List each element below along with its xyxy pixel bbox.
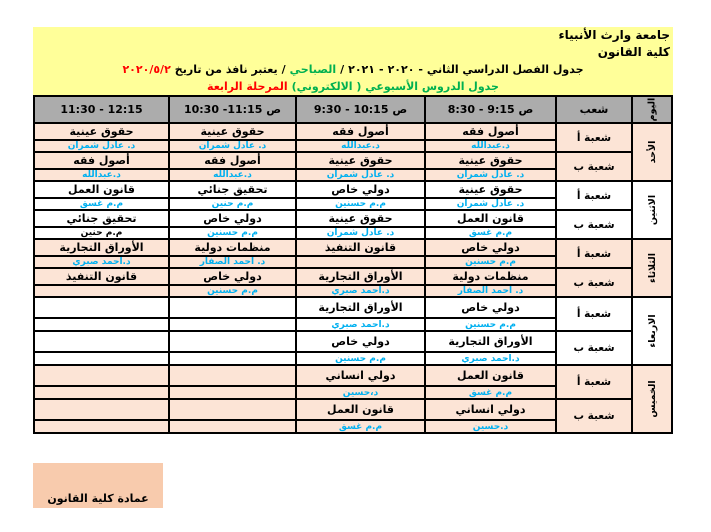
subject-cell: منظمات دولية — [425, 268, 556, 285]
teacher-cell: م.م حنين — [34, 227, 169, 239]
dean-stamp: عمادة كلية القانون — [33, 463, 163, 508]
day-cell-0 — [632, 123, 672, 181]
header-day-label: اليوم — [646, 97, 658, 122]
section-label: شعبة ب — [556, 268, 632, 297]
teacher-cell: د. عادل شمران — [425, 198, 556, 210]
title-block — [33, 27, 673, 95]
teacher-cell: م.م حسنين — [425, 256, 556, 268]
subject-cell: حقوق عينية — [425, 181, 556, 198]
subject-cell: دولي انساني — [296, 365, 425, 386]
subject-cell — [34, 297, 169, 318]
subject-row — [34, 399, 672, 420]
section-label: شعبة ب — [556, 210, 632, 239]
title-part: / — [281, 63, 286, 76]
teacher-cell: م.م غسق — [425, 386, 556, 399]
teacher-cell: د.احمد صبري — [296, 318, 425, 331]
subject-cell: الأوراق التجارية — [296, 268, 425, 285]
subject-cell: قانون العمل — [34, 181, 169, 198]
subject-row — [34, 181, 672, 198]
teacher-cell: د.حسين — [425, 420, 556, 433]
schedule-subtitle — [33, 78, 673, 95]
subject-row — [34, 365, 672, 386]
teacher-cell: م.م غسق — [296, 420, 425, 433]
header-time-slot-4: 11:30 - 12:15 — [34, 96, 169, 123]
teacher-cell — [34, 318, 169, 331]
teacher-cell: د،حسين — [296, 386, 425, 399]
subject-cell: أصول فقه — [34, 152, 169, 169]
subject-cell — [169, 297, 296, 318]
teacher-cell — [169, 386, 296, 399]
teacher-cell: م.م غسق — [34, 198, 169, 210]
teacher-cell: د.احمد صبري — [425, 352, 556, 365]
subject-row — [34, 297, 672, 318]
subject-cell: دولي خاص — [296, 181, 425, 198]
teacher-cell: د.احمد صبري — [34, 256, 169, 268]
title-part: جدول الفصل الدراسي الثاني - — [418, 63, 584, 76]
teacher-cell: د. عادل شمران — [296, 169, 425, 181]
subject-cell: قانون التنفيذ — [296, 239, 425, 256]
title-part: - — [378, 63, 384, 76]
teacher-cell: د.عبدالله — [169, 169, 296, 181]
section-label: شعبة ب — [556, 152, 632, 181]
subject-row — [34, 239, 672, 256]
subject-row — [34, 331, 672, 352]
teacher-cell — [34, 285, 169, 297]
teacher-cell: د. عادل شمران — [34, 140, 169, 152]
subject-cell: دولي خاص — [169, 210, 296, 227]
section-label: شعبة أ — [556, 239, 632, 268]
schedule-title — [33, 61, 673, 78]
subject-cell: تحقيق جنائي — [169, 181, 296, 198]
header-time-slot-2: 9:30 - 10:15 ص — [296, 96, 425, 123]
title-part: ٢٠٢١ — [348, 63, 375, 76]
subject-row — [34, 210, 672, 227]
university-name: جامعة وارث الأنبياء — [558, 28, 670, 42]
section-label: شعبة أ — [556, 365, 632, 399]
teacher-cell — [34, 386, 169, 399]
day-name: الخميس — [646, 380, 658, 418]
subject-cell — [34, 331, 169, 352]
subject-cell: دولي انساني — [425, 399, 556, 420]
teacher-cell: م.م حنين — [169, 198, 296, 210]
college-name: كلية القانون — [597, 45, 670, 59]
teacher-cell: د. احمد الصفار — [169, 256, 296, 268]
subject-cell: تحقيق جنائي — [34, 210, 169, 227]
teacher-cell: د. عادل شمران — [169, 140, 296, 152]
teacher-cell: م.م حسنين — [169, 227, 296, 239]
section-label: شعبة أ — [556, 297, 632, 331]
subject-cell: أصول فقه — [425, 123, 556, 140]
timetable — [33, 95, 673, 434]
title-part: يعتبر نافذ من تاريخ — [174, 63, 278, 76]
subject-cell: حقوق عينية — [34, 123, 169, 140]
day-name: الأحد — [646, 140, 658, 164]
day-cell-2 — [632, 239, 672, 297]
timetable-header-row — [34, 96, 672, 123]
header-day-column — [632, 96, 672, 123]
section-label: شعبة ب — [556, 331, 632, 365]
teacher-cell — [169, 318, 296, 331]
day-name: الاربعاء — [646, 314, 658, 348]
teacher-cell: د. عادل شمران — [296, 227, 425, 239]
teacher-cell — [169, 352, 296, 365]
title-part: جدول الدروس الأسبوعي ( الالكتروني) — [291, 80, 499, 93]
day-name: الاثنين — [646, 194, 658, 226]
teacher-cell: د.احمد صبري — [296, 285, 425, 297]
subject-cell: حقوق عينية — [169, 123, 296, 140]
subject-cell: دولي خاص — [425, 239, 556, 256]
title-part: المرحلة الرابعة — [207, 80, 288, 93]
subject-cell: الأوراق التجارية — [296, 297, 425, 318]
subject-cell: حقوق عينية — [296, 210, 425, 227]
subject-cell: منظمات دولية — [169, 239, 296, 256]
subject-cell — [169, 365, 296, 386]
teacher-cell: د. عادل شمران — [425, 169, 556, 181]
subject-cell: الأوراق التجارية — [34, 239, 169, 256]
timetable-body — [34, 123, 672, 433]
teacher-cell — [296, 256, 425, 268]
subject-cell: حقوق عينية — [296, 152, 425, 169]
teacher-cell: د.عبدالله — [296, 140, 425, 152]
title-part: / — [340, 63, 345, 76]
teacher-cell: د.عبدالله — [34, 169, 169, 181]
subject-cell — [34, 399, 169, 420]
title-part: ٢٠٢٠/٥/٢ — [122, 63, 171, 76]
day-cell-4 — [632, 365, 672, 433]
section-label: شعبة أ — [556, 123, 632, 152]
teacher-cell: م.م غسق — [425, 227, 556, 239]
subject-cell: دولي خاص — [169, 268, 296, 285]
header-sections-column: شعب — [556, 96, 632, 123]
day-cell-3 — [632, 297, 672, 365]
teacher-cell — [34, 420, 169, 433]
section-label: شعبة أ — [556, 181, 632, 210]
subject-cell: قانون العمل — [425, 365, 556, 386]
subject-cell: حقوق عينية — [425, 152, 556, 169]
subject-cell: قانون العمل — [425, 210, 556, 227]
title-part: ٢٠٢٠ — [387, 63, 415, 76]
day-name: الثلاثاء — [646, 253, 658, 283]
subject-cell: الأوراق التجارية — [425, 331, 556, 352]
subject-cell — [169, 331, 296, 352]
subject-row — [34, 268, 672, 285]
day-cell-1 — [632, 181, 672, 239]
subject-cell: دولي خاص — [296, 331, 425, 352]
subject-cell: قانون التنفيذ — [34, 268, 169, 285]
subject-row — [34, 152, 672, 169]
subject-cell: قانون العمل — [296, 399, 425, 420]
title-part: الصباحي — [289, 63, 337, 76]
teacher-cell: د.عبدالله — [425, 140, 556, 152]
teacher-cell: م.م حسنين — [169, 285, 296, 297]
subject-cell: دولي خاص — [425, 297, 556, 318]
teacher-cell: د. احمد الصفار — [425, 285, 556, 297]
subject-cell — [34, 365, 169, 386]
subject-row — [34, 123, 672, 140]
section-label: شعبة ب — [556, 399, 632, 433]
subject-cell — [169, 399, 296, 420]
teacher-cell: م.م حسنين — [425, 318, 556, 331]
header-time-slot-1: 8:30 - 9:15 ص — [425, 96, 556, 123]
teacher-cell: م.م حسنين — [296, 352, 425, 365]
header-time-slot-3: 10:30 -11:15 ص — [169, 96, 296, 123]
teacher-cell: م.م حسنين — [296, 198, 425, 210]
subject-cell: أصول فقه — [169, 152, 296, 169]
teacher-cell — [34, 352, 169, 365]
teacher-cell — [169, 420, 296, 433]
subject-cell: أصول فقه — [296, 123, 425, 140]
